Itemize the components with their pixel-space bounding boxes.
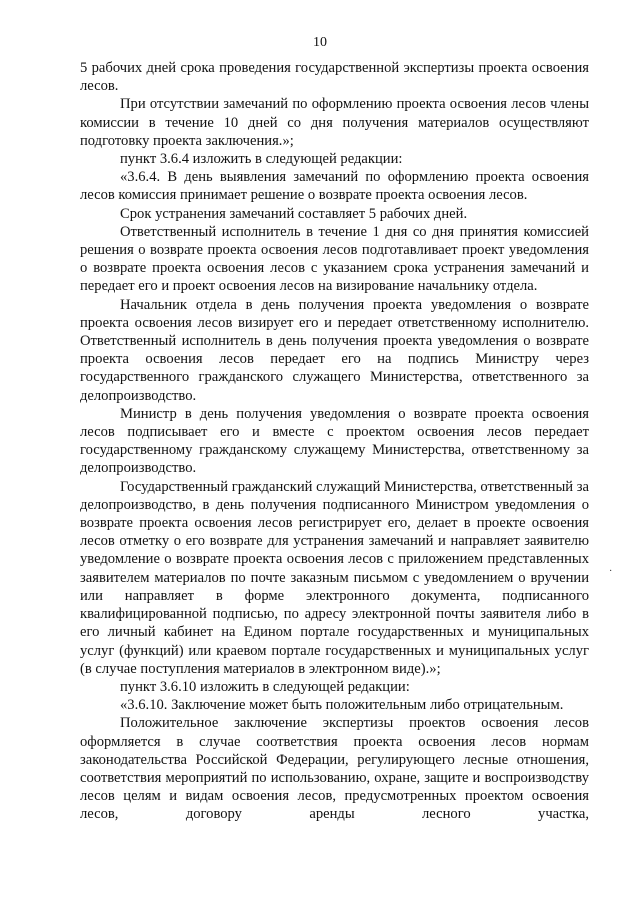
- paragraph: Государственный гражданский служащий Министерства, ответственный за делопроизводство, в день получения подписанного Министром уведомления о возврате проекта освоения лесов регистрирует его, делает в проекте освоения лесов отметку о его возврате для устранения замечаний и направляет заявителю уведомление о возврате проекта освоения лесов с приложением представленных заявителем материалов по почте заказным письмом с уведомлением о вручении или направляет в форме электронного документа, подписанного квалифицированной подписью, по адресу электронной почты заявителя либо в его личный кабинет на Едином портале государственных и муниципальных услуг (функций) или краевом портале государственных и муниципальных услуг (в случае поступления материалов в электронном виде).»;: [80, 478, 589, 677]
- paragraph: «3.6.4. В день выявления замечаний по оформлению проекта освоения лесов комиссия принимает решение о возврате проекта освоения лесов.: [80, 169, 589, 204]
- paragraph: Положительное заключение экспертизы проектов освоения лесов оформляется в случае соответствия проекта освоения лесов нормам законодательства Российской Федерации, регулирующего лесные отношения, соответствия мероприятий по использованию, охране, защите и воспроизводству лесов целям и видам освоения лесов, предусмотренных проектом освоения лесов, договору аренды лесного участка,: [80, 715, 589, 823]
- paragraph: пункт 3.6.4 изложить в следующей редакции:: [120, 151, 403, 168]
- paragraph: «3.6.10. Заключение может быть положительным либо отрицательным.: [120, 697, 564, 714]
- stray-mark: ·: [609, 566, 613, 577]
- paragraph: Срок устранения замечаний составляет 5 рабочих дней.: [120, 205, 468, 222]
- paragraph: 5 рабочих дней срока проведения государственной экспертизы проекта освоения лесов.: [80, 60, 589, 95]
- paragraph: Министр в день получения уведомления о возврате проекта освоения лесов подписывает его и вместе с проектом освоения лесов передает государственному гражданскому служащему Министерства, ответственному за делопроизводство.: [80, 405, 589, 477]
- paragraph: При отсутствии замечаний по оформлению проекта освоения лесов члены комиссии в течение 10 дней со дня получения материалов осуществляют подготовку проекта заключения.»;: [80, 96, 589, 149]
- paragraph: Ответственный исполнитель в течение 1 дня со дня принятия комиссией решения о возврате проекта освоения лесов подготавливает проект уведомления о возврате проекта освоения лесов с указанием срока устранения замечаний и передает его и проект освоения лесов на визирование начальнику отдела.: [80, 223, 589, 295]
- paragraph: пункт 3.6.10 изложить в следующей редакции:: [120, 678, 410, 695]
- page-number: 10: [313, 35, 327, 50]
- paragraph: Начальник отдела в день получения проекта уведомления о возврате проекта освоения лесов визирует его и передает ответственному исполнителю. Ответственный исполнитель в день получения проекта уведомления о возврате проекта освоения лесов передает его на подпись Министру через государственного гражданского служащего Министерства, ответственного за делопроизводство.: [80, 296, 589, 404]
- document-body: [80, 59, 589, 824]
